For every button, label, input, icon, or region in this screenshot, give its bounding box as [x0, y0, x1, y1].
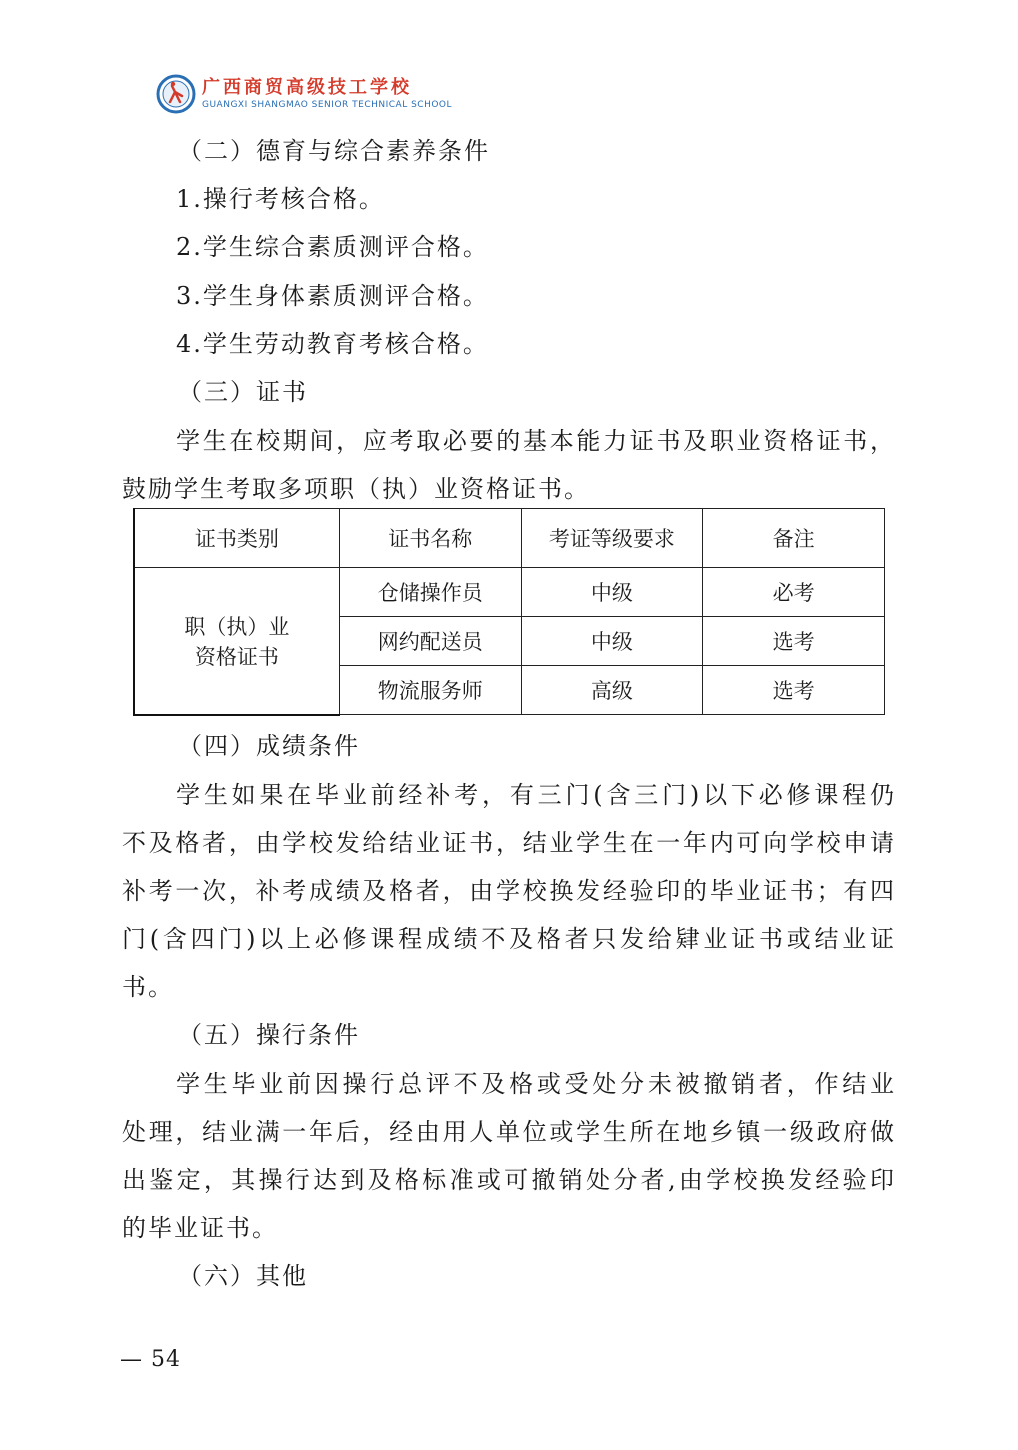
- cert-name: 网约配送员: [339, 617, 521, 666]
- header-level: 考证等级要求: [521, 509, 703, 568]
- section5-line-2: 处理，结业满一年后，经由用人单位或学生所在地乡镇一级政府做: [122, 1118, 894, 1146]
- table-header-row: [134, 509, 885, 568]
- cert-level: 中级: [521, 568, 703, 617]
- school-logo-icon: [156, 74, 196, 114]
- header-name: 证书名称: [339, 509, 521, 568]
- section4-line-5: 书。: [122, 973, 174, 1001]
- table-row: [134, 568, 885, 617]
- cert-level: 高级: [521, 666, 703, 715]
- section4-title: （四）成绩条件: [178, 732, 360, 760]
- section5-line-4: 的毕业证书。: [122, 1214, 278, 1242]
- section5-line-1: 学生毕业前因操行总评不及格或受处分未被撤销者，作结业: [176, 1070, 894, 1098]
- category-line-2: 资格证书: [194, 644, 279, 669]
- category-cell: [134, 568, 339, 715]
- section4-line-4: 门(含四门)以上必修课程成绩不及格者只发给肄业证书或结业证: [122, 925, 894, 953]
- school-name-en: GUANGXI SHANGMAO SENIOR TECHNICAL SCHOOL: [202, 100, 453, 110]
- section2-title: （二）德育与综合素养条件: [178, 137, 490, 165]
- page-number: — 54: [120, 1347, 181, 1372]
- section4-line-2: 不及格者，由学校发给结业证书，结业学生在一年内可向学校申请: [122, 829, 894, 857]
- section6-title: （六）其他: [178, 1262, 308, 1290]
- section2-item-2: 2.学生综合素质测评合格。: [176, 233, 489, 261]
- cert-name: 仓储操作员: [339, 568, 521, 617]
- header-category: 证书类别: [134, 509, 339, 568]
- cert-note: 选考: [703, 666, 885, 715]
- cert-level: 中级: [521, 617, 703, 666]
- cert-note: 选考: [703, 617, 885, 666]
- section2-item-1: 1.操行考核合格。: [176, 185, 385, 213]
- header-note: 备注: [703, 509, 885, 568]
- section4-line-1: 学生如果在毕业前经补考，有三门(含三门)以下必修课程仍: [176, 781, 894, 809]
- section3-paragraph-line-1: 学生在校期间，应考取必要的基本能力证书及职业资格证书，: [176, 427, 894, 455]
- section3-title: （三）证书: [178, 378, 308, 406]
- category-line-1: 职（执）业: [184, 614, 290, 639]
- section3-paragraph-line-2: 鼓励学生考取多项职（执）业资格证书。: [122, 475, 590, 503]
- cert-name: 物流服务师: [339, 666, 521, 715]
- certificate-table: [133, 508, 885, 716]
- section4-line-3: 补考一次，补考成绩及格者，由学校换发经验印的毕业证书；有四: [122, 877, 894, 905]
- section2-item-3: 3.学生身体素质测评合格。: [176, 282, 489, 310]
- cert-note: 必考: [703, 568, 885, 617]
- section5-line-3: 出鉴定，其操行达到及格标准或可撤销处分者,由学校换发经验印: [122, 1166, 894, 1194]
- section2-item-4: 4.学生劳动教育考核合格。: [176, 330, 489, 358]
- section5-title: （五）操行条件: [178, 1021, 360, 1049]
- school-name-cn: 广西商贸高级技工学校: [202, 77, 412, 98]
- document-header: [156, 70, 452, 118]
